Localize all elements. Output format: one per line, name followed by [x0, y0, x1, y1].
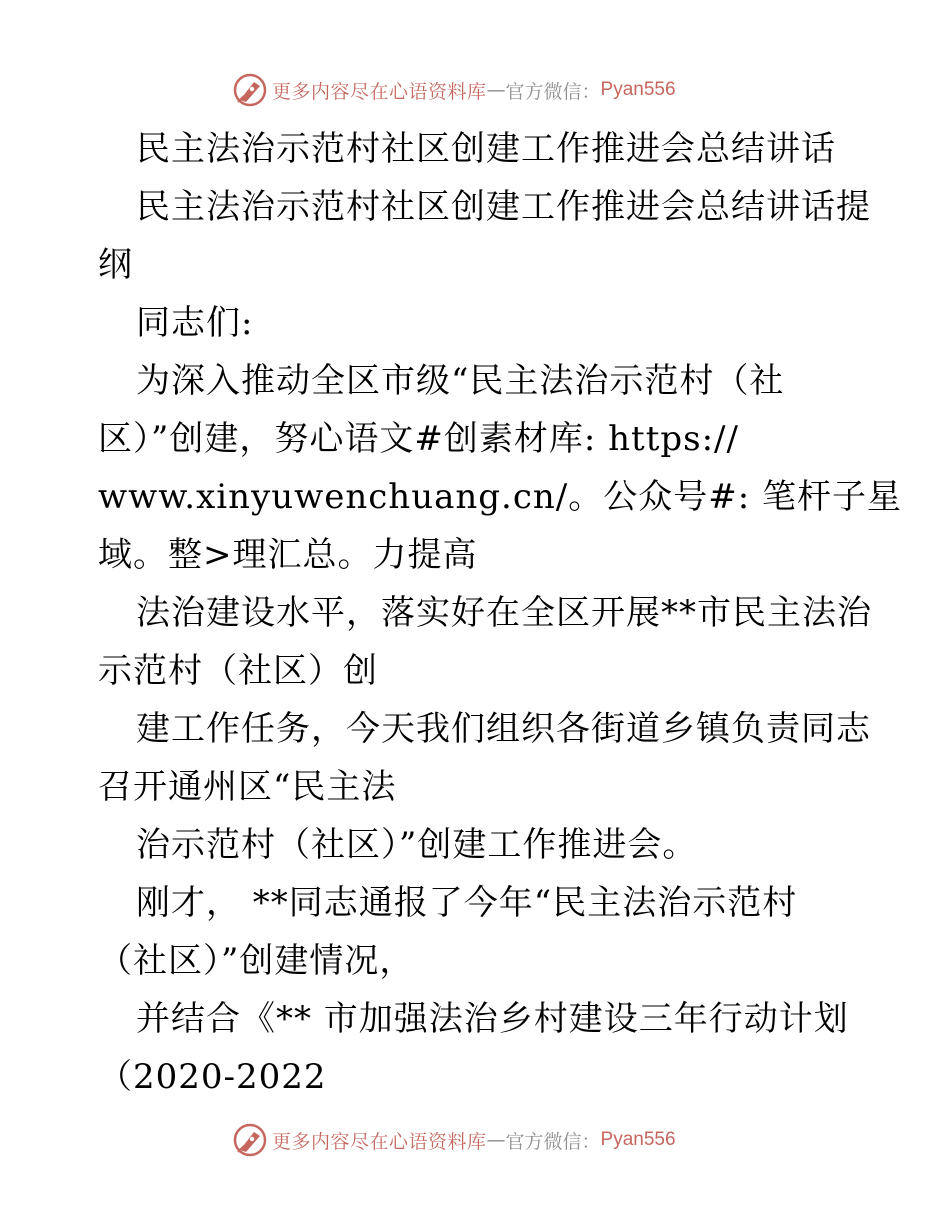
banner-contact-id: Pyan556 — [600, 1129, 676, 1150]
banner-contact-id: Pyan556 — [600, 79, 676, 100]
banner-separator: — — [486, 79, 506, 101]
text-line: 纲 — [98, 245, 133, 285]
banner-contact-label: 官方微信： — [505, 1130, 601, 1153]
text-line: 区）”创建，努心语文#创素材库: https:// — [98, 419, 739, 459]
banner-site-text: 更多内容尽在心语资料库 — [272, 80, 487, 103]
text-line: 并结合《** 市加强法治乡村建设三年行动计划 — [136, 999, 849, 1039]
banner-site-text: 更多内容尽在心语资料库 — [272, 1130, 487, 1153]
banner-contact-label: 官方微信： — [505, 80, 601, 103]
header-banner — [232, 70, 676, 110]
banner-separator: — — [486, 1129, 506, 1151]
text-line: （2020-2022 — [98, 1057, 327, 1097]
text-line: 召开通州区“民主法 — [98, 767, 397, 807]
document-title: 民主法治示范村社区创建工作推进会总结讲话 — [136, 129, 836, 169]
text-line: 域。整>理汇总。力提高 — [98, 535, 478, 575]
pen-nib-logo-icon — [232, 1122, 268, 1158]
text-line: www.xinyuwenchuang.cn/。公众号#: 笔杆子星 — [98, 477, 902, 517]
document-body — [98, 120, 902, 1106]
text-line: 示范村（社区）创 — [98, 651, 378, 691]
footer-banner — [232, 1120, 676, 1160]
pen-nib-logo-icon — [232, 72, 268, 108]
text-line: 为深入推动全区市级“民主法治示范村（社 — [136, 361, 785, 401]
text-line: 同志们: — [136, 303, 254, 343]
text-line: 法治建设水平，落实好在全区开展**市民主法治 — [136, 593, 872, 633]
text-line: 治示范村（社区）”创建工作推进会。 — [136, 825, 698, 865]
text-line: 刚才， **同志通报了今年“民主法治示范村 — [136, 883, 798, 923]
text-line: 建工作任务，今天我们组织各街道乡镇负责同志 — [136, 709, 871, 749]
text-line: 民主法治示范村社区创建工作推进会总结讲话提 — [136, 187, 871, 227]
text-line: （社区）”创建情况， — [98, 941, 415, 981]
